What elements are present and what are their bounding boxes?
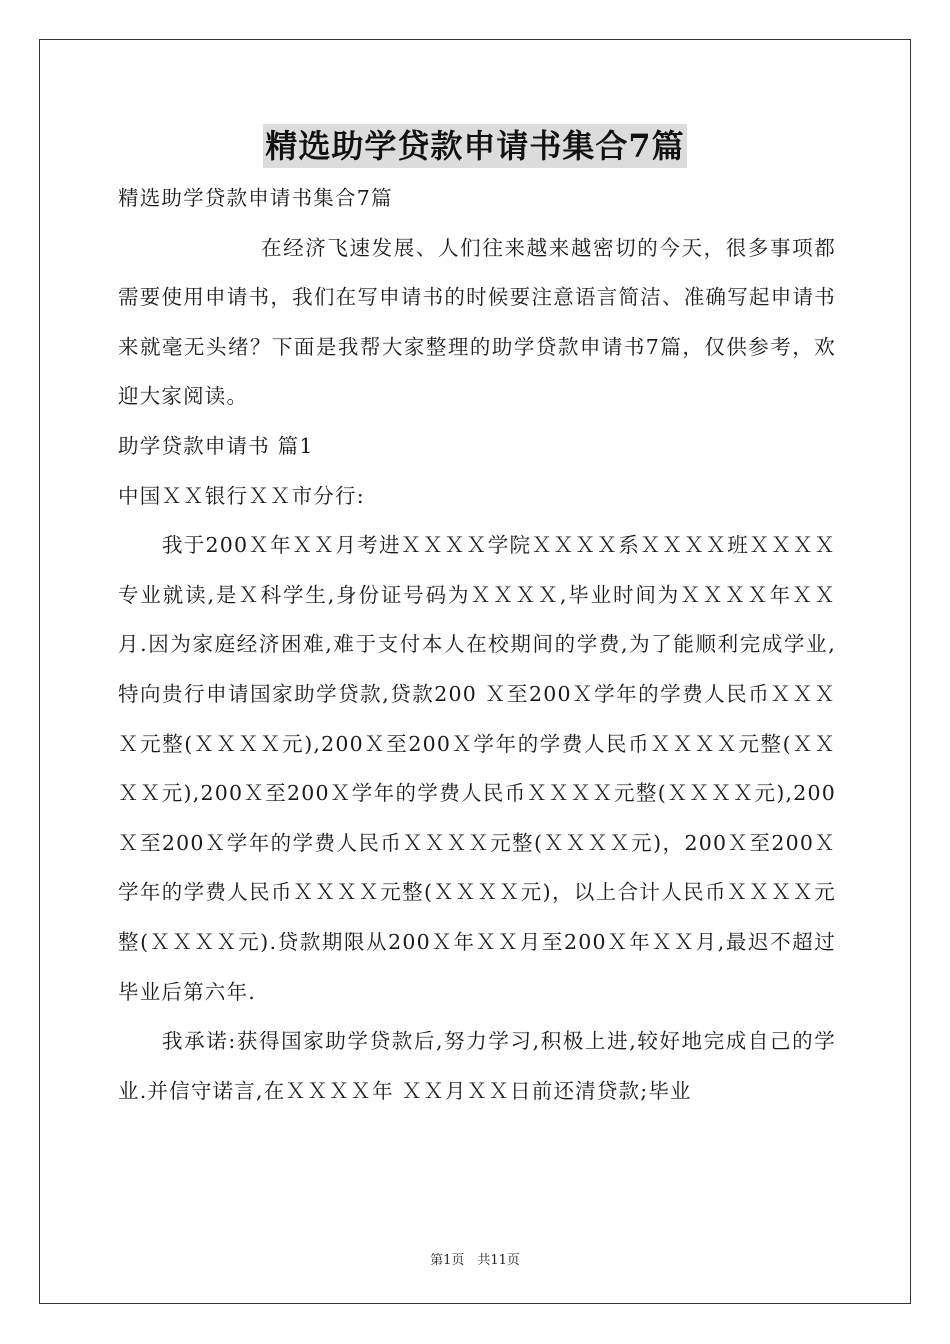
intro-paragraph: 在经济飞速发展、人们往来越来越密切的今天，很多事项都需要使用申请书，我们在写申请书的时候要注意语言简洁、准确写起申请书来就毫无头绪？下面是我帮大家整理的助学贷款申请书7篇，仅供参考，欢迎大家阅读。: [118, 235, 836, 409]
document-title: 精选助学贷款申请书集合7篇: [263, 124, 686, 168]
title-container: [0, 124, 950, 168]
document-body: [118, 174, 836, 1116]
salutation: 中国ＸＸ银行ＸＸ市分行:: [118, 483, 365, 508]
body-paragraph: 我承诺:获得国家助学贷款后,努力学习,积极上进,较好地完成自己的学业.并信守诺言,在ＸＸＸＸ年 ＸＸ月ＸＸ日前还清贷款;毕业: [118, 1029, 836, 1103]
subtitle-paragraph: 精选助学贷款申请书集合7篇: [118, 186, 393, 210]
page-footer: 第1页 共11页: [430, 1253, 520, 1268]
section-heading: 助学贷款申请书 篇1: [118, 433, 314, 458]
body-paragraph: 我于200Ｘ年ＸＸ月考进ＸＸＸＸ学院ＸＸＸＸ系ＸＸＸＸ班ＸＸＸＸ专业就读,是Ｘ科学生,身份证号码为ＸＸＸＸ,毕业时间为ＸＸＸＸ年ＸＸ月.因为家庭经济困难,难于支付本人在校期间的学费,为了能顺利完成学业,特向贵行申请国家助学贷款,贷款200 Ｘ至200Ｘ学年的学费人民币ＸＸＸＸ元整(ＸＸＸＸ元),200Ｘ至200Ｘ学年的学费人民币ＸＸＸＸ元整(ＸＸＸＸ元),200Ｘ至200Ｘ学年的学费人民币ＸＸＸＸ元整(ＸＸＸＸ元),200Ｘ至200Ｘ学年的学费人民币ＸＸＸＸ元整(ＸＸＸＸ元)，200Ｘ至200Ｘ学年的学费人民币ＸＸＸＸ元整(ＸＸＸＸ元)，以上合计人民币ＸＸＸＸ元整(ＸＸＸＸ元).贷款期限从200Ｘ年ＸＸ月至200Ｘ年ＸＸ月,最迟不超过毕业后第六年.: [118, 533, 836, 1004]
